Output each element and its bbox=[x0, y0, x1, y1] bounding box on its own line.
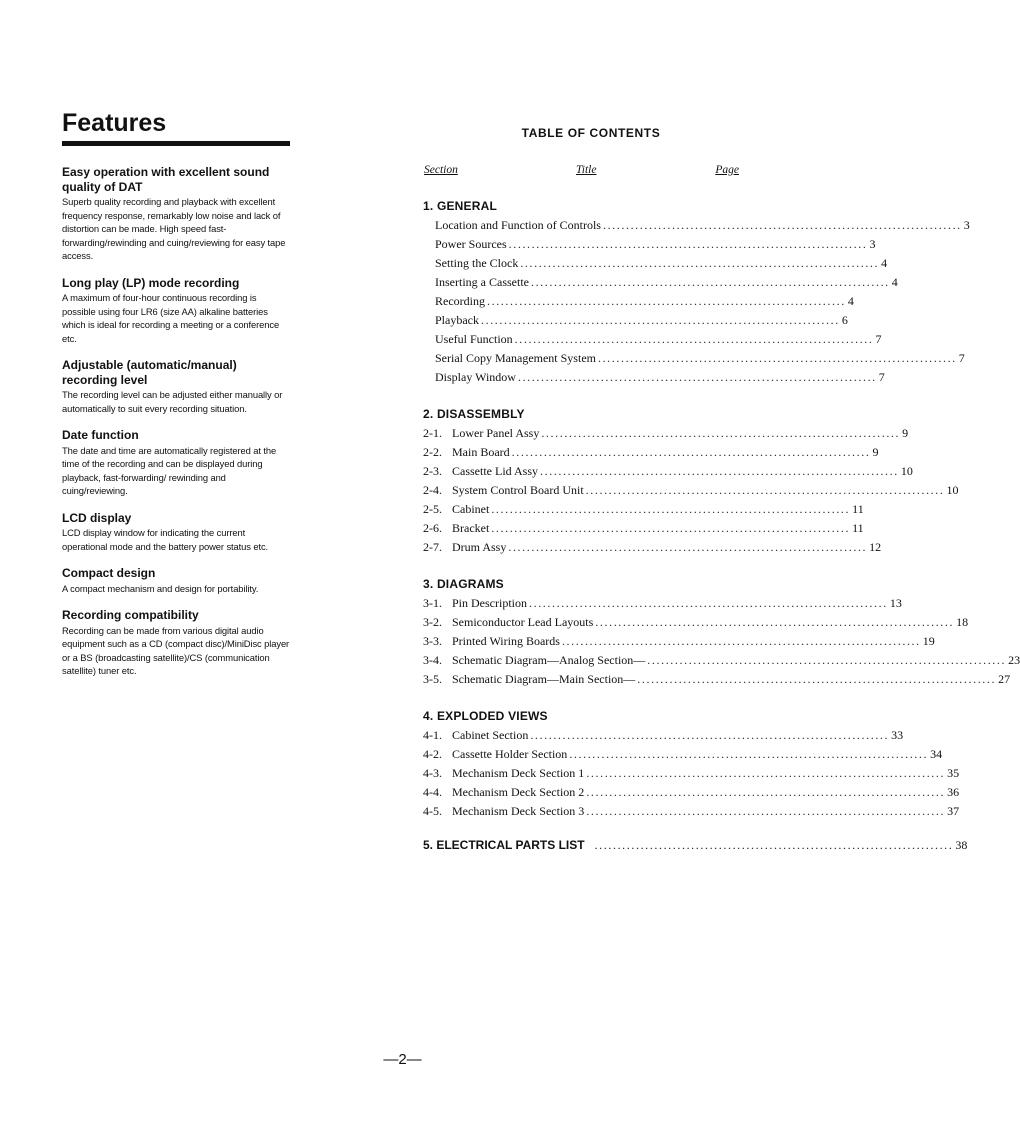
toc-entry-page: 34 bbox=[930, 747, 943, 761]
feature-body: The recording level can be adjusted either manually or automatically to suit every recording situation. bbox=[62, 389, 283, 414]
toc-entry-page: 4 bbox=[881, 256, 888, 270]
toc-entry-number: 2-7. bbox=[423, 540, 442, 554]
toc-entry[interactable] bbox=[423, 443, 879, 462]
toc-entry-page: 4 bbox=[891, 275, 898, 289]
toc-entry[interactable] bbox=[423, 462, 913, 481]
toc-leader-dots: .............................................................................. bbox=[520, 256, 880, 270]
toc-leader-dots: .............................................................................. bbox=[569, 747, 929, 761]
toc-entry[interactable] bbox=[423, 764, 960, 783]
features-title-rule bbox=[62, 141, 290, 146]
feature-item bbox=[62, 358, 292, 415]
feature-item bbox=[62, 566, 292, 595]
toc-entry-page: 7 bbox=[878, 370, 885, 384]
toc-leader-dots: .............................................................................. bbox=[602, 218, 962, 232]
page-number: —2— bbox=[383, 1051, 422, 1068]
feature-heading: Long play (LP) mode recording bbox=[62, 275, 240, 290]
feature-heading: Recording compatibility bbox=[62, 608, 199, 622]
toc-entry[interactable] bbox=[423, 594, 902, 613]
toc-entry-number: 2-6. bbox=[423, 521, 442, 535]
toc-entry-title: Power Sources bbox=[435, 237, 507, 251]
feature-item bbox=[62, 165, 292, 263]
feature-body: A maximum of four-hour continuous recording is possible using four LR6 (size AA) alkaline batteries which is ideal for recording a meeting or a conference etc. bbox=[62, 292, 280, 344]
features-title: Features bbox=[62, 109, 167, 137]
toc-entry-page: 33 bbox=[891, 728, 904, 742]
toc-entry[interactable] bbox=[423, 519, 864, 538]
toc-entry-page: 7 bbox=[875, 332, 882, 346]
toc-entry-number: 2-2. bbox=[423, 445, 442, 459]
toc-entry-page: 19 bbox=[922, 634, 935, 648]
toc-entry[interactable] bbox=[423, 254, 888, 273]
toc-entry-title: Lower Panel Assy bbox=[452, 426, 540, 440]
toc-entry-page: 35 bbox=[947, 766, 960, 780]
toc-entry[interactable] bbox=[423, 613, 969, 632]
toc-entry-number: 3-5. bbox=[423, 672, 442, 686]
toc-entry[interactable] bbox=[423, 424, 909, 443]
toc-leader-dots: .............................................................................. bbox=[530, 275, 890, 289]
toc-entry[interactable] bbox=[423, 651, 1020, 670]
toc-leader-dots: .............................................................................. bbox=[529, 596, 888, 610]
toc-entry-title: Cassette Lid Assy bbox=[452, 464, 538, 478]
toc-entry-title: Recording bbox=[435, 294, 485, 308]
toc-entry-number: 2-1. bbox=[423, 426, 442, 440]
toc-entry[interactable] bbox=[423, 670, 1011, 689]
toc-entry-title: Inserting a Cassette bbox=[435, 275, 529, 289]
toc-section-heading: 3. DIAGRAMS bbox=[423, 577, 504, 591]
toc-entry-title: Pin Description bbox=[452, 596, 527, 610]
toc-entry-number: 4-1. bbox=[423, 728, 442, 742]
toc-entry-page: 3 bbox=[869, 237, 876, 251]
toc-col-section: Section bbox=[424, 164, 458, 176]
feature-item bbox=[62, 276, 292, 346]
toc-leader-dots: .............................................................................. bbox=[637, 672, 997, 686]
toc-leader-dots: .............................................................................. bbox=[586, 766, 946, 780]
toc-section bbox=[423, 575, 1020, 689]
toc-col-title: Title bbox=[576, 164, 597, 176]
toc-entry-page: 23 bbox=[1008, 653, 1020, 667]
toc-entry-number: 2-4. bbox=[423, 483, 442, 497]
toc-entry-title: Display Window bbox=[435, 370, 516, 384]
toc-entry-page: 10 bbox=[900, 464, 913, 478]
toc-entry[interactable] bbox=[423, 632, 935, 651]
toc-entry-title: Schematic Diagram—Main Section— bbox=[452, 672, 636, 686]
feature-item bbox=[62, 511, 292, 554]
toc-entry-title: Semiconductor Lead Layouts bbox=[452, 615, 594, 629]
feature-item bbox=[62, 608, 292, 678]
toc-entry-title: Serial Copy Management System bbox=[435, 351, 596, 365]
toc-entry[interactable] bbox=[423, 216, 970, 235]
feature-body: Superb quality recording and playback with excellent frequency response, remarkably low noise and lack of distortion can be made. High speed fast-forwarding/rewinding and cuing/reviewing for easy tape access. bbox=[62, 196, 286, 261]
toc-section-electrical-parts-list[interactable] bbox=[423, 836, 968, 855]
toc-entry-title: Schematic Diagram—Analog Section— bbox=[452, 653, 646, 667]
toc-leader-dots: .............................................................................. bbox=[514, 332, 874, 346]
feature-body: A compact mechanism and design for portability. bbox=[62, 582, 259, 594]
toc-leader-dots: .............................................................................. bbox=[585, 483, 945, 497]
toc-entry-page: 3 bbox=[963, 218, 970, 232]
toc-entry-title: Mechanism Deck Section 1 bbox=[452, 766, 585, 780]
toc-entry-title: Printed Wiring Boards bbox=[452, 634, 560, 648]
toc-entry-number: 3-4. bbox=[423, 653, 442, 667]
toc-leader-dots: .............................................................................. bbox=[541, 426, 901, 440]
toc-entry[interactable] bbox=[423, 330, 882, 349]
toc-entry-number: 2-5. bbox=[423, 502, 442, 516]
toc-entry-page: 11 bbox=[852, 521, 864, 535]
toc-leader-dots: .............................................................................. bbox=[508, 237, 868, 251]
toc-leader-dots: .............................................................................. bbox=[481, 313, 840, 327]
toc-col-page: Page bbox=[715, 164, 739, 176]
feature-heading: Easy operation with excellent sound quality of DAT bbox=[62, 165, 270, 194]
toc-leader-dots: .............................................................................. bbox=[561, 634, 921, 648]
toc-leader-dots: .............................................................................. bbox=[540, 464, 899, 478]
toc-leader-dots: .............................................................................. bbox=[530, 728, 890, 742]
toc-leader-dots: .............................................................................. bbox=[594, 838, 954, 852]
toc-entry-page: 13 bbox=[889, 596, 902, 610]
feature-body: LCD display window for indicating the current operational mode and the battery power status etc. bbox=[62, 527, 269, 552]
toc-leader-dots: .............................................................................. bbox=[586, 804, 946, 818]
toc-entry-page: 4 bbox=[847, 294, 854, 308]
toc-entry-title: Main Board bbox=[452, 445, 510, 459]
toc-entry-title: Cassette Holder Section bbox=[452, 747, 568, 761]
features-column bbox=[62, 108, 292, 678]
toc-entry[interactable] bbox=[423, 273, 898, 292]
feature-heading: Adjustable (automatic/manual) recording level bbox=[62, 358, 237, 387]
toc-leader-dots: .............................................................................. bbox=[487, 294, 846, 308]
toc-leader-dots: .............................................................................. bbox=[595, 615, 955, 629]
toc-sections bbox=[423, 197, 1020, 821]
toc-final-page: 38 bbox=[955, 838, 968, 852]
toc-final-name: 5. ELECTRICAL PARTS LIST bbox=[423, 838, 585, 852]
toc-entry-page: 11 bbox=[852, 502, 864, 516]
toc-entry-number: 4-2. bbox=[423, 747, 442, 761]
feature-heading: Compact design bbox=[62, 566, 156, 580]
toc-leader-dots: .............................................................................. bbox=[491, 502, 851, 516]
toc-section-heading: 2. DISASSEMBLY bbox=[423, 407, 525, 421]
toc-entry[interactable] bbox=[423, 783, 960, 802]
toc-entry-page: 18 bbox=[956, 615, 969, 629]
table-of-contents bbox=[423, 125, 1020, 855]
toc-leader-dots: .............................................................................. bbox=[586, 785, 946, 799]
toc-entry[interactable] bbox=[423, 745, 943, 764]
toc-entry-number: 3-2. bbox=[423, 615, 442, 629]
toc-entry[interactable] bbox=[423, 292, 854, 311]
toc-entry-page: 27 bbox=[998, 672, 1011, 686]
toc-section-heading: 1. GENERAL bbox=[423, 199, 498, 213]
toc-entry-title: Useful Function bbox=[435, 332, 513, 346]
toc-entry-number: 3-1. bbox=[423, 596, 442, 610]
toc-entry-number: 3-3. bbox=[423, 634, 442, 648]
toc-entry[interactable] bbox=[423, 481, 959, 500]
toc-entry-page: 10 bbox=[946, 483, 959, 497]
toc-entry-title: Cabinet bbox=[452, 502, 490, 516]
toc-entry[interactable] bbox=[423, 500, 864, 519]
toc-entry-number: 4-4. bbox=[423, 785, 442, 799]
toc-leader-dots: .............................................................................. bbox=[511, 445, 871, 459]
toc-leader-dots: .............................................................................. bbox=[491, 521, 851, 535]
toc-section bbox=[423, 405, 959, 557]
toc-entry-title: Bracket bbox=[452, 521, 490, 535]
toc-entry[interactable] bbox=[423, 235, 876, 254]
toc-entry-title: Mechanism Deck Section 2 bbox=[452, 785, 585, 799]
toc-title: TABLE OF CONTENTS bbox=[521, 126, 661, 140]
toc-leader-dots: .............................................................................. bbox=[517, 370, 877, 384]
toc-entry-page: 7 bbox=[958, 351, 965, 365]
toc-entry-title: Drum Assy bbox=[452, 540, 507, 554]
toc-entry-number: 4-5. bbox=[423, 804, 442, 818]
toc-entry-page: 12 bbox=[869, 540, 882, 554]
toc-entry[interactable] bbox=[423, 311, 848, 330]
toc-entry-title: Mechanism Deck Section 3 bbox=[452, 804, 585, 818]
toc-entry-page: 9 bbox=[902, 426, 909, 440]
toc-section-heading: 4. EXPLODED VIEWS bbox=[423, 709, 548, 723]
toc-entry[interactable] bbox=[423, 368, 885, 387]
toc-entry[interactable] bbox=[423, 802, 960, 821]
toc-leader-dots: .............................................................................. bbox=[647, 653, 1007, 667]
toc-entry-title: Location and Function of Controls bbox=[435, 218, 601, 232]
feature-body: The date and time are automatically registered at the time of the recording and can be displayed during playback, fast-forwarding/ rewinding and cuing/reviewing. bbox=[62, 444, 277, 496]
toc-entry-page: 36 bbox=[947, 785, 960, 799]
toc-entry-page: 9 bbox=[872, 445, 879, 459]
toc-entry-page: 37 bbox=[947, 804, 960, 818]
toc-entry[interactable] bbox=[423, 726, 904, 745]
toc-entry[interactable] bbox=[423, 349, 965, 368]
toc-entry-title: Playback bbox=[435, 313, 479, 327]
toc-column-headers bbox=[423, 164, 743, 182]
toc-entry-number: 2-3. bbox=[423, 464, 442, 478]
toc-entry-number: 4-3. bbox=[423, 766, 442, 780]
toc-entry-title: System Control Board Unit bbox=[452, 483, 584, 497]
toc-section bbox=[423, 197, 970, 387]
feature-heading: Date function bbox=[62, 428, 139, 442]
toc-section bbox=[423, 707, 960, 821]
toc-entry-title: Cabinet Section bbox=[452, 728, 529, 742]
feature-body: Recording can be made from various digital audio equipment such as a CD (compact disc)/MiniDisc player or a BS (broadcasting satellite)/CS (communication satellite) tuner etc. bbox=[62, 624, 290, 676]
feature-item bbox=[62, 428, 292, 498]
toc-entry-page: 6 bbox=[841, 313, 848, 327]
toc-entry[interactable] bbox=[423, 538, 882, 557]
toc-entry-title: Setting the Clock bbox=[435, 256, 519, 270]
toc-leader-dots: .............................................................................. bbox=[508, 540, 868, 554]
toc-leader-dots: .............................................................................. bbox=[597, 351, 957, 365]
feature-heading: LCD display bbox=[62, 510, 132, 525]
